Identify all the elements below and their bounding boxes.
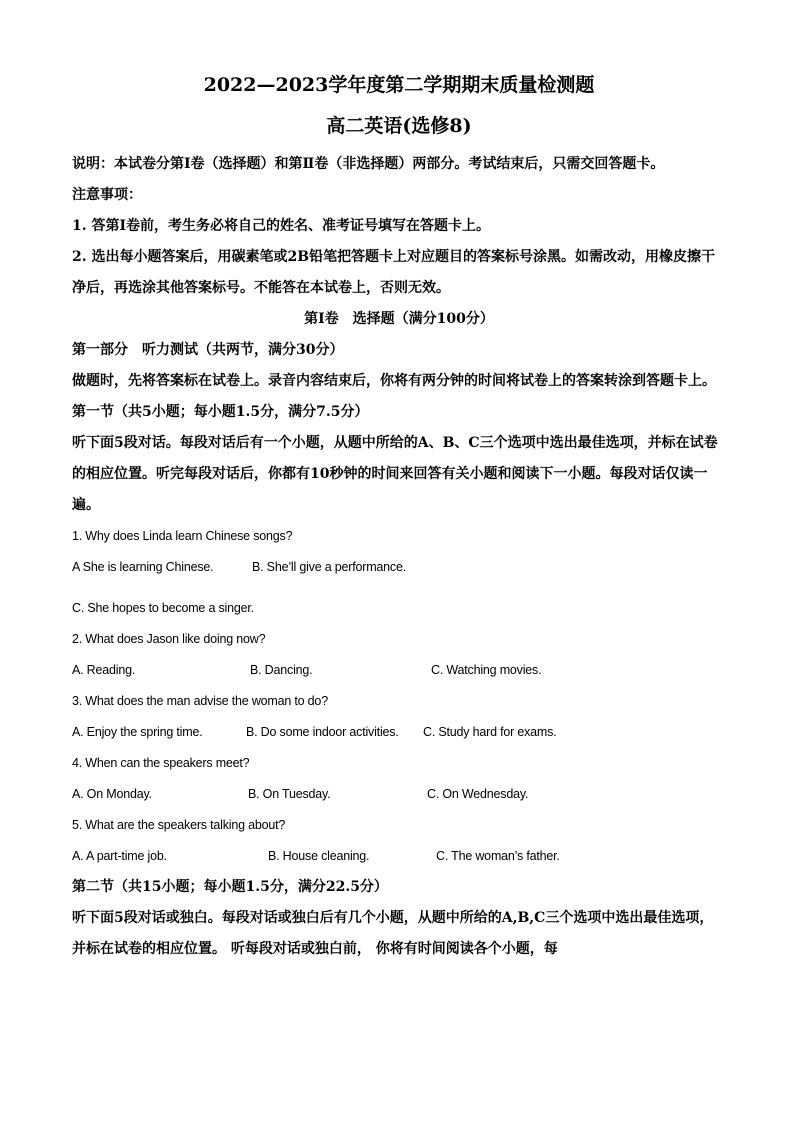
option-a: A. On Monday. bbox=[72, 787, 152, 801]
question-4: 4. When can the speakers meet? bbox=[72, 756, 250, 770]
option-b: B. She’ll give a performance. bbox=[252, 560, 407, 574]
exam-title: 2022—2023学年度第二学期期末质量检测题 bbox=[203, 74, 595, 96]
question-1: 1. Why does Linda learn Chinese songs? bbox=[72, 529, 293, 543]
question-5: 5. What are the speakers talking about? bbox=[72, 818, 286, 832]
option-b: B. House cleaning. bbox=[268, 849, 370, 863]
option-a: A She is learning Chinese. bbox=[72, 560, 214, 574]
question-2-options bbox=[72, 655, 726, 686]
question-5-options bbox=[72, 841, 726, 872]
attention-title: 注意事项： bbox=[72, 187, 142, 203]
question-1-options-c bbox=[72, 593, 726, 624]
volume-title: 第Ⅰ卷 选择题（满分100分） bbox=[304, 311, 494, 327]
question-3: 3. What does the man advise the woman to do? bbox=[72, 694, 328, 708]
option-a: A. A part-time job. bbox=[72, 849, 167, 863]
rule-2: 2. 选出每小题答案后，用碳素笔或2B铅笔把答题卡上对应题目的答案标号涂黑。如需改动，用橡皮擦干净后，再选涂其他答案标号。不能答在本试卷上，否则无效。 bbox=[72, 249, 716, 296]
part1-instruction: 做题时，先将答案标在试卷上。录音内容结束后，你将有两分钟的时间将试卷上的答案转涂到答题卡上。 bbox=[72, 373, 716, 389]
option-c: C. On Wednesday. bbox=[427, 787, 529, 801]
option-b: B. Do some indoor activities. bbox=[246, 725, 399, 739]
section1-instruction: 听下面5段对话。每段对话后有一个小题，从题中所给的A、B、C三个选项中选出最佳选项，并标在试卷的相应位置。听完每段对话后，你都有10秒钟的时间来回答有关小题和阅读下一小题。每段对话仅读一遍。 bbox=[72, 435, 718, 513]
option-b: B. Dancing. bbox=[250, 663, 313, 677]
section2-title: 第二节（共15小题；每小题1.5分，满分22.5分） bbox=[72, 879, 388, 895]
option-c: C. The woman’s father. bbox=[436, 849, 560, 863]
exam-note: 说明：本试卷分第Ⅰ卷（选择题）和第Ⅱ卷（非选择题）两部分。考试结束后，只需交回答题卡。 bbox=[72, 156, 665, 172]
exam-page bbox=[72, 70, 726, 965]
question-3-options bbox=[72, 717, 726, 748]
section1-title: 第一节（共5小题；每小题1.5分，满分7.5分） bbox=[72, 404, 369, 420]
question-2: 2. What does Jason like doing now? bbox=[72, 632, 266, 646]
section2-instruction: 听下面5段对话或独白。每段对话或独白后有几个小题，从题中所给的A,B,C三个选项中选出最佳选项，并标在试卷的相应位置。 听每段对话或独白前， 你将有时间阅读各个小题，每 bbox=[72, 910, 714, 957]
option-b: B. On Tuesday. bbox=[248, 787, 331, 801]
exam-subtitle: 高二英语(选修8) bbox=[326, 115, 472, 137]
option-c: C. She hopes to become a singer. bbox=[72, 601, 254, 615]
option-a: A. Reading. bbox=[72, 663, 136, 677]
question-4-options bbox=[72, 779, 726, 810]
part1-title: 第一部分 听力测试（共两节，满分30分） bbox=[72, 342, 344, 358]
option-c: C. Study hard for exams. bbox=[423, 725, 557, 739]
option-a: A. Enjoy the spring time. bbox=[72, 725, 203, 739]
rule-1: 1. 答第Ⅰ卷前，考生务必将自己的姓名、准考证号填写在答题卡上。 bbox=[72, 218, 491, 234]
question-1-options bbox=[72, 552, 726, 583]
option-c: C. Watching movies. bbox=[431, 663, 542, 677]
